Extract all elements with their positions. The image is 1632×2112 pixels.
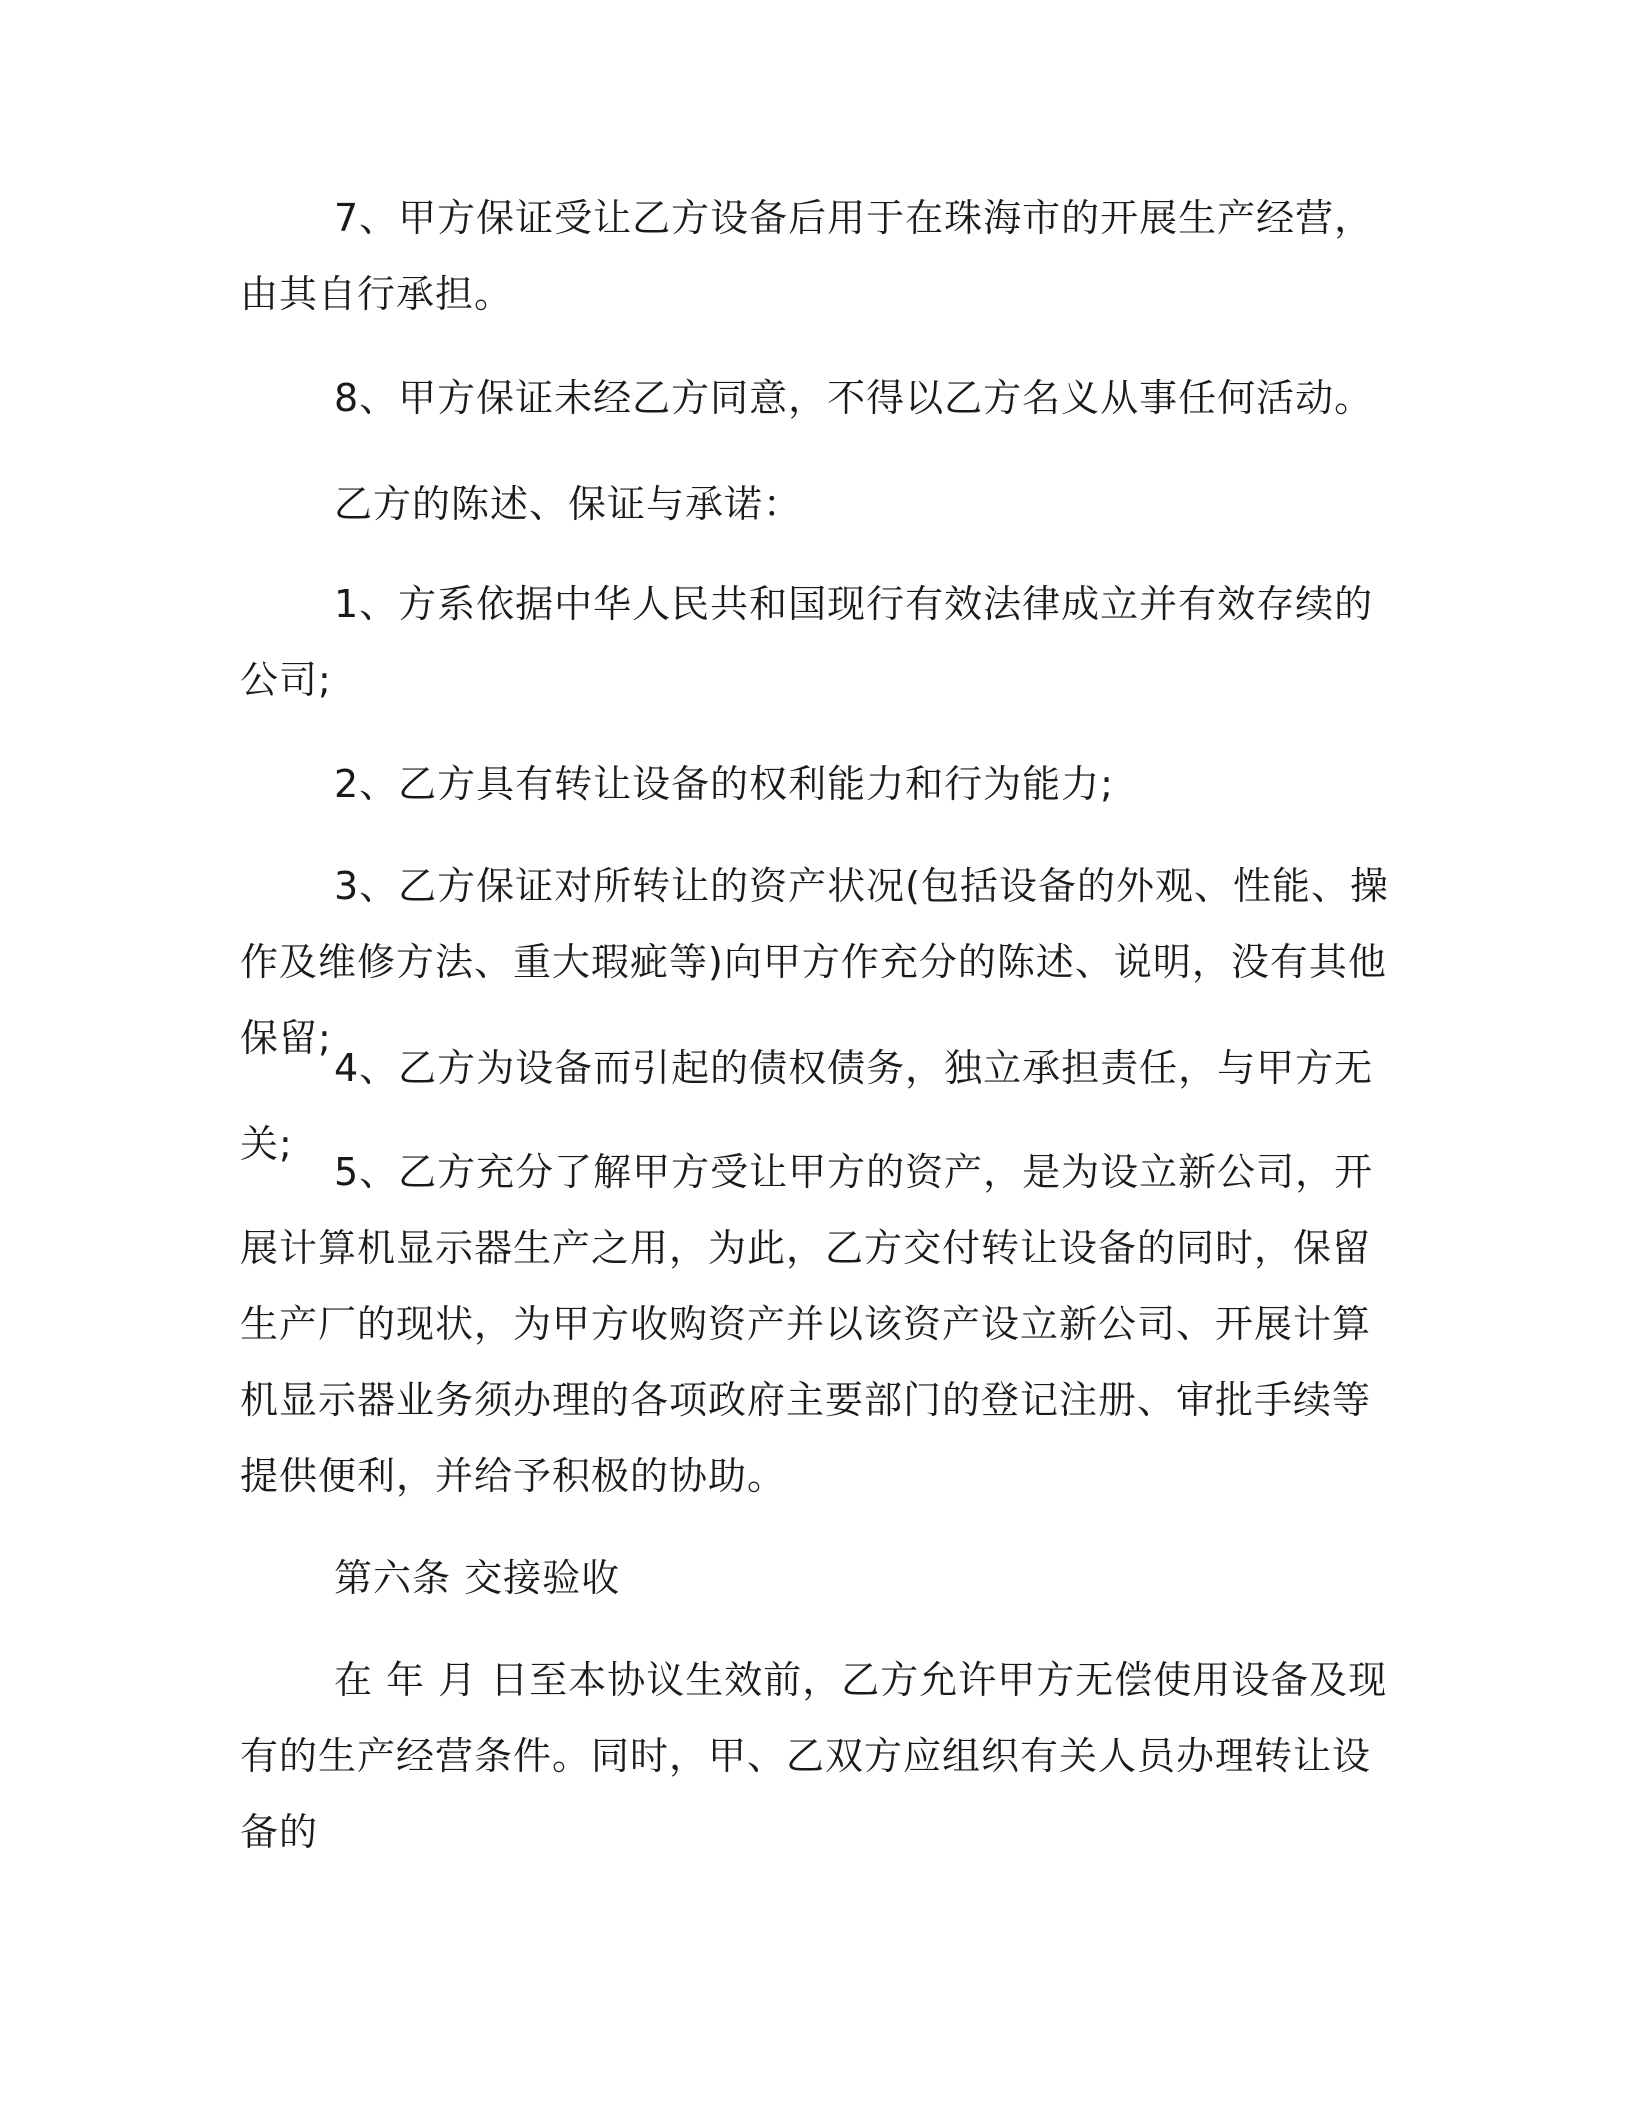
article-6-text: 在 年 月 日至本协议生效前，乙方允许甲方无偿使用设备及现有的生产经营条件。同时，甲、乙双方应组织有关人员办理转让设备的 — [240, 1658, 1388, 1854]
party-b-item-2: 2、乙方具有转让设备的权利能力和行为能力; — [334, 762, 1114, 806]
party-b-item-5: 5、乙方充分了解甲方受让甲方的资产，是为设立新公司，开展计算机显示器生产之用，为此，乙方交付转让设备的同时，保留生产厂的现状，为甲方收购资产并以该资产设立新公司、开展计算机显示器业务须办理的各项政府主要部门的登记注册、审批手续等提供便利，并给予积极的协助。 — [240, 1150, 1374, 1498]
party-b-item-4: 4、乙方为设备而引起的债权债务，独立承担责任，与甲方无关; — [240, 1046, 1374, 1166]
party-b-item-1: 1、方系依据中华人民共和国现行有效法律成立并有效存续的公司; — [240, 582, 1374, 702]
clause-8: 8、甲方保证未经乙方同意，不得以乙方名义从事任何活动。 — [334, 376, 1374, 420]
party-b-item-3: 3、乙方保证对所转让的资产状况(包括设备的外观、性能、操作及维修方法、重大瑕疵等)向甲方作充分的陈述、说明，没有其他保留; — [240, 864, 1390, 1060]
clause-7: 7、甲方保证受让乙方设备后用于在珠海市的开展生产经营，由其自行承担。 — [240, 196, 1374, 316]
party-b-statements-heading: 乙方的陈述、保证与承诺： — [334, 482, 803, 526]
article-6-heading: 第六条 交接验收 — [334, 1556, 621, 1600]
